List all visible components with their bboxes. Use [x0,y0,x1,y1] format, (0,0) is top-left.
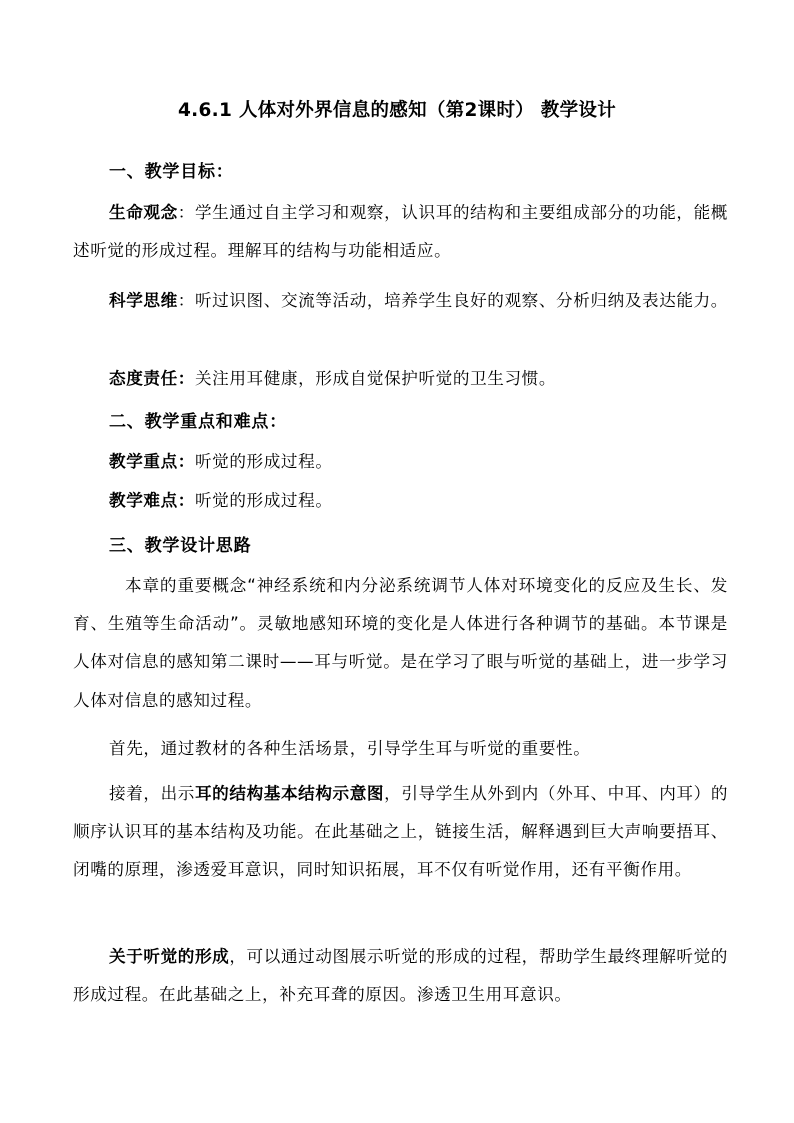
design-paragraph-1: 本章的重要概念“神经系统和内分泌系统调节人体对环境变化的反应及生长、发育、生殖等生命活动”。灵敏地感知环境的变化是人体进行各种调节的基础。本节课是人体对信息的感知第二课时——耳与听觉。是在学习了眼与听觉的基础上，进一步学习人体对信息的感知过程。 [73,576,728,710]
document-title: 4.6.1 人体对外界信息的感知（第2课时） 教学设计 [177,100,617,121]
design-paragraph-4 [73,938,728,1014]
design-paragraph-3-bold: 耳的结构基本结构示意图 [194,784,385,803]
difficult-point-label: 教学难点： [109,491,195,510]
goal-attitude-label: 态度责任： [109,369,195,388]
design-paragraph-3-lead: 接着，出示 [109,784,195,803]
goal-life-paragraph [73,194,728,270]
design-paragraph-4-bold: 关于听觉的形成 [109,947,230,966]
key-point-text: 听觉的形成过程。 [194,452,333,471]
goal-life-label: 生命观念 [109,203,178,222]
key-point-paragraph [73,443,728,481]
section-heading-design: 三、教学设计思路 [109,536,252,556]
goal-science-label: 科学思维 [109,291,178,310]
design-paragraph-3-rest: ，引导学生从外到内（外耳、中耳、内耳）的顺序认识耳的基本结构及功能。在此基础之上，链接生活，解释遇到巨大声响要捂耳、闭嘴的原理，渗透爱耳意识，同时知识拓展，耳不仅有听觉作用，还有平衡作用。 [73,784,729,880]
design-paragraph-2: 首先，通过教材的各种生活场景，引导学生耳与听觉的重要性。 [109,739,591,758]
design-paragraph-4-rest: ，可以通过动图展示听觉的形成的过程，帮助学生最终理解听觉的形成过程。在此基础之上，补充耳聋的原因。渗透卫生用耳意识。 [73,947,728,1005]
goal-attitude-text: 关注用耳健康，形成自觉保护听觉的卫生习惯。 [194,369,557,388]
goal-science-text: ：听过识图、交流等活动，培养学生良好的观察、分析归纳及表达能力。 [177,291,728,310]
difficult-point-text: 听觉的形成过程。 [194,491,333,510]
goal-life-text: ：学生通过自主学习和观察，认识耳的结构和主要组成部分的功能，能概述听觉的形成过程。理解耳的结构与功能相适应。 [73,203,728,261]
design-paragraph-3 [73,775,728,890]
section-heading-key: 二、教学重点和难点： [109,412,287,432]
section-heading-goals: 一、教学目标： [109,162,234,182]
goal-science-paragraph [73,282,728,320]
key-point-label: 教学重点： [109,452,195,471]
goal-attitude-paragraph [73,360,728,398]
difficult-point-paragraph [73,482,728,520]
